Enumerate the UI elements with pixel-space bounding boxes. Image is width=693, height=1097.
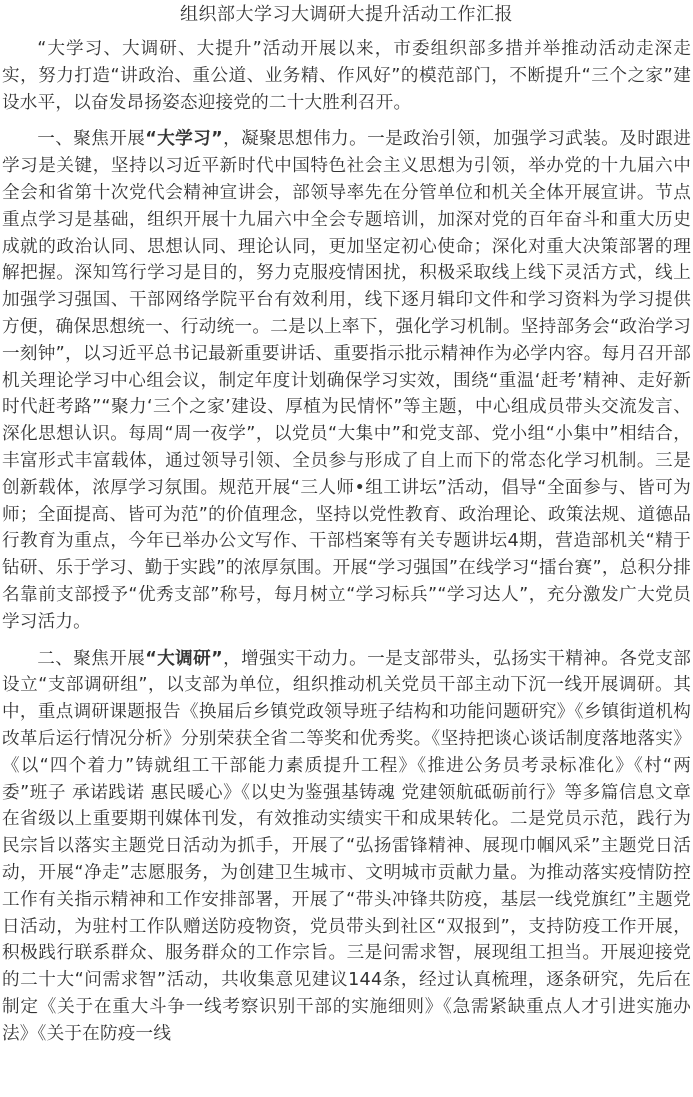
section-2-paragraph	[2, 646, 691, 1048]
section-1-keyword: “大学习”	[145, 129, 223, 150]
section-2-body: ，增强实干动力。一是支部带头，弘扬实干精神。各党支部设立“支部调研组”，以支部为单位，组织推动机关党员干部主动下沉一线开展调研。其中，重点调研课题报告《换届后乡镇党政领导班子结构和功能问题研究》《乡镇街道机构改革后运行情况分析》分别荣获全省二等奖和优秀奖。《坚持把谈心谈话制度落地落实》《以“四个着力”铸就组工干部能力素质提升工程》《推进公务员考录标准化》《村“两委”班子 承诺践诺 惠民暖心》《以史为鉴强基铸魂 党建领航砥砺前行》等多篇信息文章在省级以上重要期刊媒体刊发，有效推动实绩实干和成果转化。二是党员示范，践行为民宗旨以落实主题党日活动为抓手，开展了“弘扬雷锋精神、展现巾帼风采”主题党日活动，开展“净走”志愿服务，为创建卫生城市、文明城市贡献力量。为推动落实疫情防控工作有关指示精神和工作安排部署，开展了“带头冲锋共防疫，基层一线党旗红”主题党日活动，为驻村工作队赠送防疫物资，党员带头到社区“双报到”，支持防疫工作开展，积极践行联系群众、服务群众的工作宗旨。三是问需求智，展现组工担当。开展迎接党的二十大“问需求智”活动，共收集意见建议144条，经过认真梳理，逐条研究，先后在制定《关于在重大斗争一线考察识别干部的实施细则》《急需紧缺重点人才引进实施办法》《关于在防疫一线	[2, 648, 691, 1044]
paragraph-gap	[2, 636, 691, 646]
section-2-keyword: “大调研”	[145, 648, 223, 669]
paragraph-gap	[2, 116, 691, 126]
section-2-lead: 二、聚焦开展	[37, 648, 146, 669]
section-1-body: ，凝聚思想伟力。一是政治引领，加强学习武装。及时跟进学习是关键，坚持以习近平新时代中国特色社会主义思想为引领，举办党的十九届六中全会和省第十次党代会精神宣讲会，部领导率先在分管单位和机关全体开展宣讲。节点重点学习是基础，组织开展十九届六中全会专题培训，加深对党的百年奋斗和重大历史成就的政治认同、思想认同、理论认同，更加坚定初心使命；深化对重大决策部署的理解把握。深知笃行学习是目的，努力克服疫情困扰，积极采取线上线下灵活方式，线上加强学习强国、干部网络学院平台有效利用，线下逐月辑印文件和学习资料为学习提供方便，确保思想统一、行动统一。二是以上率下，强化学习机制。坚持部务会“政治学习一刻钟”，以习近平总书记最新重要讲话、重要指示批示精神作为必学内容。每月召开部机关理论学习中心组会议，制定年度计划确保学习实效，围绕“重温‘赶考’精神、走好新时代赶考路”“聚力‘三个之家’建设、厚植为民情怀”等主题，中心组成员带头交流发言、深化思想认识。每周“周一夜学”，以党员“大集中”和党支部、党小组“小集中”相结合，丰富形式丰富载体，通过领导引领、全员参与形成了自上而下的常态化学习机制。三是创新载体，浓厚学习氛围。规范开展“三人师•组工讲坛”活动，倡导“全面参与、皆可为师；全面提高、皆可为范”的价值理念，坚持以党性教育、政治理论、政策法规、道德品行教育为重点，今年已举办公文写作、干部档案等有关专题讲坛4期，营造部机关“精于钻研、乐于学习、勤于实践”的浓厚氛围。开展“学习强国”在线学习“擂台赛”，总积分排名靠前支部授予“优秀支部”称号，每月树立“学习标兵”“学习达人”，充分激发广大党员学习活力。	[2, 129, 691, 632]
intro-paragraph: “大学习、大调研、大提升”活动开展以来，市委组织部多措并举推动活动走深走实，努力打造“讲政治、重公道、业务精、作风好”的模范部门，不断提升“三个之家”建设水平，以奋发昂扬姿态迎接党的二十大胜利召开。	[2, 39, 691, 113]
section-1-paragraph	[2, 126, 691, 635]
document-title: 组织部大学习大调研大提升活动工作汇报	[180, 4, 513, 25]
section-1-lead: 一、聚焦开展	[37, 129, 146, 150]
